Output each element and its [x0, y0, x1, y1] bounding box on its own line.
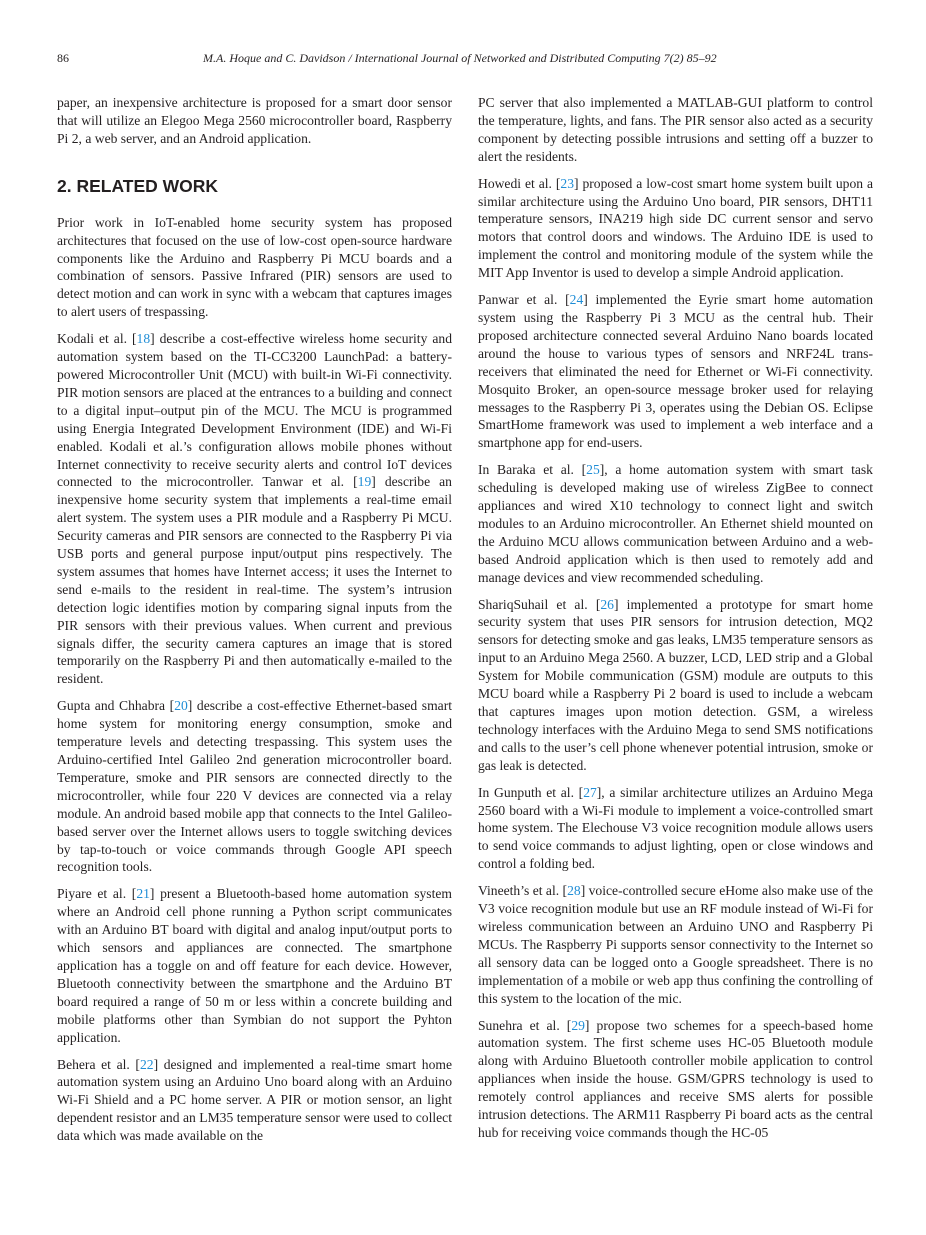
paragraph: PC server that also implemented a MATLAB-GUI platform to control the temperature, lights, and fans. The PIR sensor also acted as a security component by detecting possible intrusions and setting off a buzzer to alert the residents.	[478, 95, 873, 164]
page-number: 86	[57, 51, 69, 65]
paragraph: ShariqSuhail et al. [26] implemented a prototype for smart home security system that uses PIR sensors for intrusion detection, MQ2 sensors for detecting smoke and gas leaks, LM35 temperature sensors as input to an Arduino Mega 2560. A buzzer, LCD, LED strip and a Global System for Mobile communication (GSM) module are outputs to this MCU board while a Raspberry Pi 2 board is used to include a webcam that captures images upon motion detection. GSM, a wireless technology interfaces with the Arduino Mega to send SMS notifications and calls to the user’s cell phone whenever potential intrusion, smoke or gas leak is detected.	[478, 596, 873, 773]
citation-link[interactable]: 22	[139, 1056, 154, 1072]
paragraph: Gupta and Chhabra [20] describe a cost-effective Ethernet-based smart home system for monitoring energy consumption, smoke and temperature levels and detecting trespassing. This system uses the Arduino-certified Intel Galileo 2nd generation microcontroller board. Temperature, smoke and PIR sensors are connected directly to the microcontroller, while four 220 V devices are connected via a relay module. An android based mobile app that connects to the Intel Galileo-based server over the Internet allows users to toggle switching devices by tap-to-touch or voice commands through Google API speech recognition tools.	[57, 698, 452, 875]
citation-link[interactable]: 24	[569, 292, 584, 308]
page-header	[57, 51, 872, 71]
right-column	[478, 94, 873, 1151]
paragraph: Sunehra et al. [29] propose two schemes for a speech-based home automation system. The first scheme uses HC-05 Bluetooth module along with Arduino Bluetooth controller mobile application to control appliances when inside the house. GSM/GPRS technology is used to remotely control appliances and receive SMS alerts for possible intrusion detections. The ARM11 Raspberry Pi board acts as the central hub for receiving voice commands though the HC-05	[478, 1017, 874, 1140]
paragraph: In Baraka et al. [25], a home automation system with smart task scheduling is developed making use of wireless ZigBee to connect appliances and wired X10 technology to connect light and switch modules to an Arduino microcontroller. An Ethernet shield mounted on the Arduino MCU allows communication between Arduino and a web-based Android application which is then used to remotely add and manage devices and view recommended scheduling.	[478, 462, 873, 585]
citation-link[interactable]: 27	[583, 784, 597, 800]
paragraph: Behera et al. [22] designed and implemented a real-time smart home automation system using an Arduino Uno board along with an Arduino Wi-Fi Shield and a PC home server. A PIR or motion sensor, an light dependent resistor and an LM35 temperature sensor were used to collect data which was made available on the	[57, 1056, 452, 1144]
citation-link[interactable]: 26	[600, 596, 614, 612]
paragraph: Kodali et al. [18] describe a cost-effective wireless home security and automation system based on the TI-CC3200 LaunchPad: a battery-powered Microcontroller Unit (MCU) with built-in Wi-Fi connectivity. PIR motion sensors are placed at the entrances to a building and connect to a digital input–output pin of the MCU. The MCU is programmed using Energia Integrated Development Environment (IDE) and Wi-Fi enabled. Kodali et al.’s configuration allows mobile phones without Internet connectivity to receive security alerts and control IoT devices connected to the microcontroller. Tanwar et al. [19] describe an inexpensive home security system that implements a real-time email alert system. The system uses a PIR module and a Raspberry Pi MCU. Security cameras and PIR sensors are connected to the Raspberry Pi via USB ports and general purpose input/output pins respectively. The system assumes that homes have Internet access; it uses the Internet to send e-mails to the resident in real-time. The system’s intrusion detection logic identifies motion by comparing signal inputs from the PIR sensors with their previous values. When current and previous signals differ, the security camera captures an image that is stored temporarily on the Raspberry Pi and then automatically e-mailed to the resident.	[57, 331, 452, 687]
paragraph: Prior work in IoT-enabled home security system has proposed architectures that focused on the use of low-cost open-source hardware components like the Arduino and Raspberry Pi MCU boards and a combination of sensors. Passive Infrared (PIR) sensors are used to detect motion and can work in sync with a webcam that captures images to alert users of trespassing.	[57, 214, 452, 320]
citation-link[interactable]: 18	[136, 331, 151, 347]
paragraph: Piyare et al. [21] present a Bluetooth-based home automation system where an Android cell phone running a Python script communicates with an Arduino BT board with digital and analog input/output ports to which sensors and appliances are connected. The smartphone application has a toggle on and off feature for each device. However, Bluetooth connectivity between the smartphone and the Arduino BT board required a range of 50 m or less within a concrete building and mobile platforms other than Symbian do not support the Pyhton application.	[57, 886, 452, 1045]
section-heading: 2. RELATED WORK	[57, 175, 219, 196]
paragraph: In Gunputh et al. [27], a similar architecture utilizes an Arduino Mega 2560 board with a Wi-Fi module to implement a voice-controlled smart home system. The Elechouse V3 voice recognition module allows users to send voice commands to adjust lighting, open or close windows and control a folding bed.	[478, 784, 874, 872]
paragraph: Vineeth’s et al. [28] voice-controlled secure eHome also make use of the V3 voice recognition module but use an RF module instead of Wi-Fi for wireless communication between an Arduino UNO and Raspberry Pi MCUs. The Raspberry Pi supports sensor connectivity to the Internet so all sensory data can be logged onto a Google spreadsheet. There is no implementation of a mobile or web app thus confining the controlling of this system to the location of the mic.	[478, 883, 873, 1006]
citation-link[interactable]: 21	[136, 886, 150, 902]
citation-link[interactable]: 20	[174, 698, 188, 714]
intro-paragraph-tail: paper, an inexpensive architecture is proposed for a smart door sensor that will utilize an Elegoo Mega 2560 microcontroller board, Raspberry Pi 2, a web server, and an Android application.	[57, 95, 452, 146]
left-column	[57, 94, 452, 1154]
citation-link[interactable]: 29	[571, 1017, 585, 1033]
citation-link[interactable]: 23	[560, 175, 575, 191]
citation-link[interactable]: 25	[586, 462, 600, 478]
running-head: M.A. Hoque and C. Davidson / International Journal of Networked and Distributed Computing 7(2) 85–92	[203, 51, 717, 65]
paragraph: Panwar et al. [24] implemented the Eyrie smart home automation system using the Raspberry Pi 3 MCU as the central hub. Their proposed architecture connected several Arduino Nano boards located around the house to various types of sensors and NRF24L trans-receivers that eliminated the need for Ethernet or Wi-Fi connectivity. Mosquito Broker, an open-source message broker used for relaying messages to the Raspberry Pi 3, operates using the Debian OS. Eclipse SmartHome framework was used to implement a web interface and a smartphone app for end-users.	[478, 292, 873, 451]
citation-link[interactable]: 28	[567, 883, 581, 899]
paragraph: Howedi et al. [23] proposed a low-cost smart home system built upon a similar architecture using the Arduino Uno board, PIR sensors, DHT11 temperature sensors, INA219 high side DC current sensor and servo motors that control doors and windows. The Arduino IDE is used to implement the control and monitoring module of the system while the MIT App Inventor is used to develop a simple Android application.	[478, 175, 874, 281]
citation-link[interactable]: 19	[357, 474, 372, 490]
